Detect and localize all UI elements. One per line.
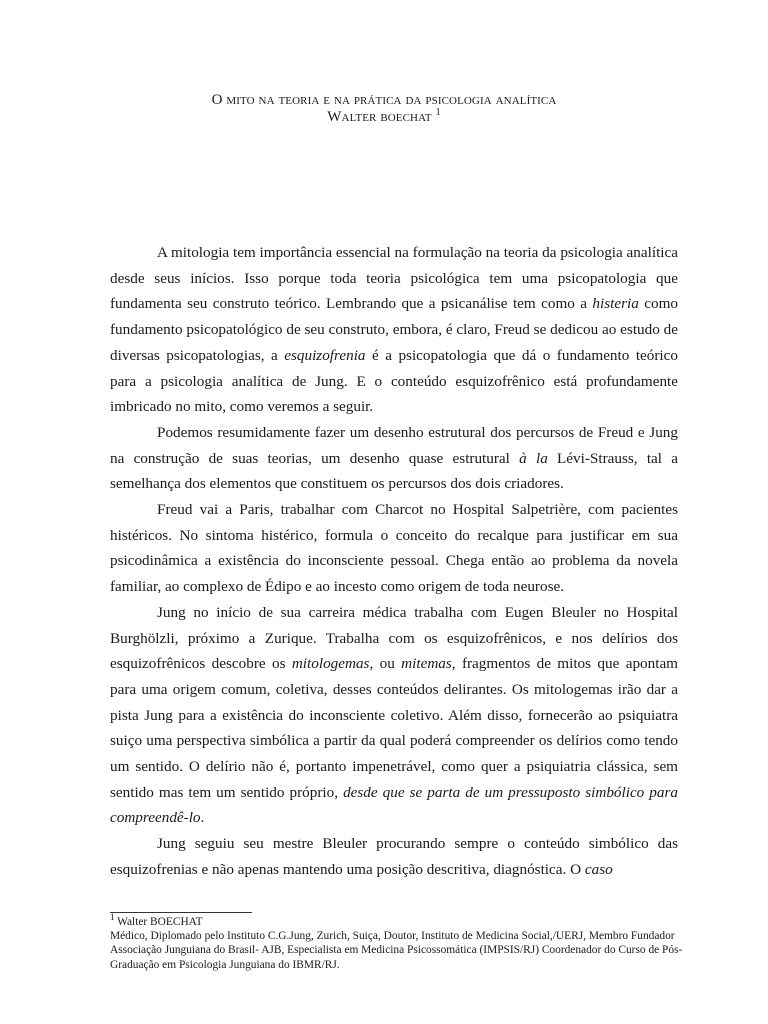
paragraph-3: Freud vai a Paris, trabalhar com Charcot no Hospital Salpetrière, com pacientes histéricos. No sintoma histérico, formula o conceito do recalque para justificar em sua psicodinâmica a existência do inconsciente pessoal. Chega então ao problema da novela familiar, ao complexo de Édipo e ao incesto como origem de toda neurose. [110, 501, 678, 596]
emphasis-phrase: desde que se parta de um pressuposto simbólico para compreendê-lo [110, 783, 678, 827]
author-footnote-mark[interactable]: 1 [435, 107, 441, 118]
footnote-name: Walter BOECHAT [114, 916, 203, 928]
paragraph-4: Jung no início de sua carreira médica trabalha com Eugen Bleuler no Hospital Burghölzli, próximo a Zurique. Trabalha com os esquizofrênicos, e nos delírios dos esquizofrênicos descobre os mitologemas, ou mitemas, fragmentos de mitos que apontam para uma origem comum, coletiva, desses conteúdos delirantes. Os mitologemas irão dar a pista Jung para a existência do inconsciente coletivo. Além disso, fornecerão ao psiquiatra suiço uma perspectiva simbólica a partir da qual poderá compreender os delírios como tendo um sentido. O delírio não é, portanto impenetrável, como quer a psiquiatria clássica, sem sentido mas tem um sentido próprio, desde que se parta de um pressuposto simbólico para compreendê-lo. [110, 603, 678, 827]
author-line [0, 109, 768, 126]
footnote-head [110, 912, 690, 929]
paragraph-1: A mitologia tem importância essencial na formulação na teoria da psicologia analítica desde seus inícios. Isso porque toda teoria psicológica tem uma psicopatologia que fundamenta seu construto teórico. Lembrando que a psicanálise tem como a histeria como fundamento psicopatológico de seu construto, embora, é claro, Freud se dedicou ao estudo de diversas psicopatologias, a esquizofrenia é a psicopatologia que dá o fundamento teórico para a psicologia analítica de Jung. E o conteúdo esquizofrênico está profundamente imbricado no mito, como veremos a seguir. [110, 244, 678, 416]
term-a-la: à la [519, 449, 548, 467]
footnote [110, 912, 690, 972]
term-esquizofrenia: esquizofrenia [284, 346, 366, 364]
term-caso: caso [584, 860, 613, 878]
footnote-text: Médico, Diplomado pelo Instituto C.G.Jung, Zurich, Suiça, Doutor, Instituto de Medicina Social,/UERJ, Membro Fundador Associação Junguiana do Brasil- AJB, Especialista em Medicina Psicossomática (IMPSIS/RJ) Coordenador do Curso de Pós-Graduação em Psicologia Junguiana do IBMR/RJ. [110, 930, 683, 971]
paragraph-5: Jung seguiu seu mestre Bleuler procurando sempre o conteúdo simbólico das esquizofrenias e não apenas mantendo uma posição descritiva, diagnóstica. O caso [110, 835, 678, 878]
term-mitologemas: mitologemas [291, 655, 370, 673]
term-histeria: histeria [592, 295, 639, 313]
footnote-separator [110, 912, 252, 913]
footnote-mark: 1 [110, 912, 115, 923]
body-text [110, 240, 678, 883]
term-mitemas: mitemas [401, 655, 452, 673]
paragraph-2: Podemos resumidamente fazer um desenho estrutural dos percursos de Freud e Jung na construção de suas teorias, um desenho quase estrutural à la Lévi-Strauss, tal a semelhança dos elementos que constituem os percursos dos dois criadores. [110, 423, 678, 493]
title-block [0, 92, 768, 126]
document-title: O mito na teoria e na prática da psicologia analítica [211, 92, 557, 108]
author-name: Walter boechat [327, 109, 432, 125]
